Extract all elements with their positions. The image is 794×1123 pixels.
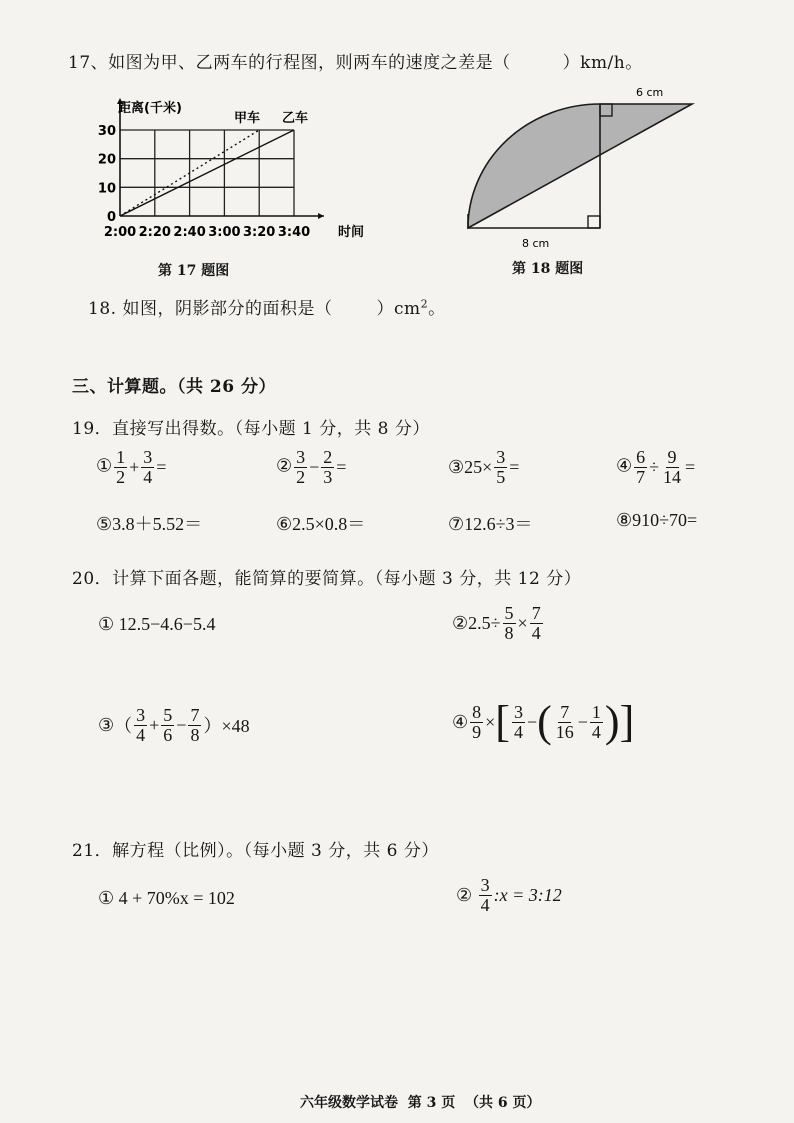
chart17-ticks xyxy=(98,124,310,240)
q19-item-7: ⑦12.6÷3＝ xyxy=(448,514,533,534)
q17-close: ）km/h。 xyxy=(562,53,643,73)
chart17-x-tick-label: 2:20 xyxy=(138,225,171,240)
chart17-y-tick-label: 10 xyxy=(97,181,116,197)
chart17-series-label-yi: 乙车 xyxy=(282,111,309,126)
q17-body: 如图为甲、乙两车的行程图，则两车的速度之差是（ xyxy=(108,53,511,73)
q19-item-3: ③25× $\frac{3}{5}$ = xyxy=(448,447,520,487)
q18-text xyxy=(88,294,446,319)
q18-unit-exponent: 2 xyxy=(420,297,429,311)
q20-item-3: ③（ $\frac{3}{4}$ + $\frac{5}{6}$ − $\frac{7}{8}$ ）×48 xyxy=(98,705,250,745)
q19-item-6: ⑥2.5×0.8＝ xyxy=(276,514,366,534)
chart17-series-label-jia: 甲车 xyxy=(234,111,261,126)
q17-text xyxy=(68,48,643,73)
chart17-caption: 第 17 题图 xyxy=(158,263,230,279)
q20-title: 20．计算下面各题，能简算的要简算。（每小题 3 分，共 12 分） xyxy=(72,569,582,589)
q18-close: ）cm xyxy=(376,299,421,319)
q19-item-4: ④ $\frac{6}{7}$ ÷ $\frac{9}{14}$ = xyxy=(616,447,696,487)
q17-number: 17、 xyxy=(68,53,109,73)
q20-item-1: ① 12.5−4.6−5.4 xyxy=(98,614,216,634)
chart17-x-tick-label: 3:40 xyxy=(277,225,311,240)
q19-item-5: ⑤3.8＋5.52＝ xyxy=(96,514,203,534)
q19-title: 19．直接写出得数。（每小题 1 分，共 8 分） xyxy=(72,419,430,439)
q18-number: 18. xyxy=(88,299,117,319)
chart17-xlabel: 时间 xyxy=(338,225,365,240)
chart17-x-tick-label: 2:00 xyxy=(103,225,137,240)
chart17-y-tick-label: 30 xyxy=(97,124,116,139)
chart17-series xyxy=(120,130,294,216)
q21-title: 21．解方程（比例）。（每小题 3 分，共 6 分） xyxy=(72,841,439,861)
chart17-y-tick-label: 20 xyxy=(97,152,116,168)
q18-body: 如图，阴影部分的面积是（ xyxy=(122,299,333,319)
q21-item-1: ① 4 + 70%x = 102 xyxy=(98,888,235,908)
q18-end: 。 xyxy=(428,299,446,319)
chart17-ylabel: 距离(千米) xyxy=(118,101,182,116)
q20-item-2: ②2.5÷ $\frac{5}{8}$ × $\frac{7}{4}$ xyxy=(452,603,541,643)
chart17-x-arrow xyxy=(318,213,324,219)
fig18-shaded-region xyxy=(468,104,692,228)
q19-item-2: ② $\frac{3}{2}$ − $\frac{2}{3}$ = xyxy=(276,447,347,487)
chart17 xyxy=(98,96,378,256)
chart17-x-tick-label: 2:40 xyxy=(173,225,206,240)
section3-title: 三、计算题。（共 26 分） xyxy=(72,377,276,397)
fig18-caption: 第 18 题图 xyxy=(512,261,584,277)
chart17-y-tick-label: 0 xyxy=(106,210,116,225)
fig18-top-label: 6 cm xyxy=(636,86,664,99)
q20-item-4: ④ $\frac{8}{9}$ ×[ $\frac{3}{4}$ −( $\frac{7}{16}$ − $\frac{1}{4}$ )] xyxy=(452,697,635,746)
chart17-x-tick-label: 3:20 xyxy=(243,225,276,240)
q19-item-8: ⑧910÷70= xyxy=(616,510,698,530)
chart17-x-tick-label: 3:00 xyxy=(208,225,241,240)
fig18-right-angle-bottom xyxy=(588,216,600,228)
chart17-series-line xyxy=(120,130,294,216)
page-footer: 六年级数学试卷 第 3 页 （共 6 页） xyxy=(300,1095,541,1111)
fig18 xyxy=(460,82,710,250)
fig18-bottom-label: 8 cm xyxy=(522,237,550,250)
q19-item-1: ① $\frac{1}{2}$ + $\frac{3}{4}$ = xyxy=(96,447,167,487)
q21-item-2: ② $\frac{3}{4}$ :x = 3:12 xyxy=(456,875,562,915)
